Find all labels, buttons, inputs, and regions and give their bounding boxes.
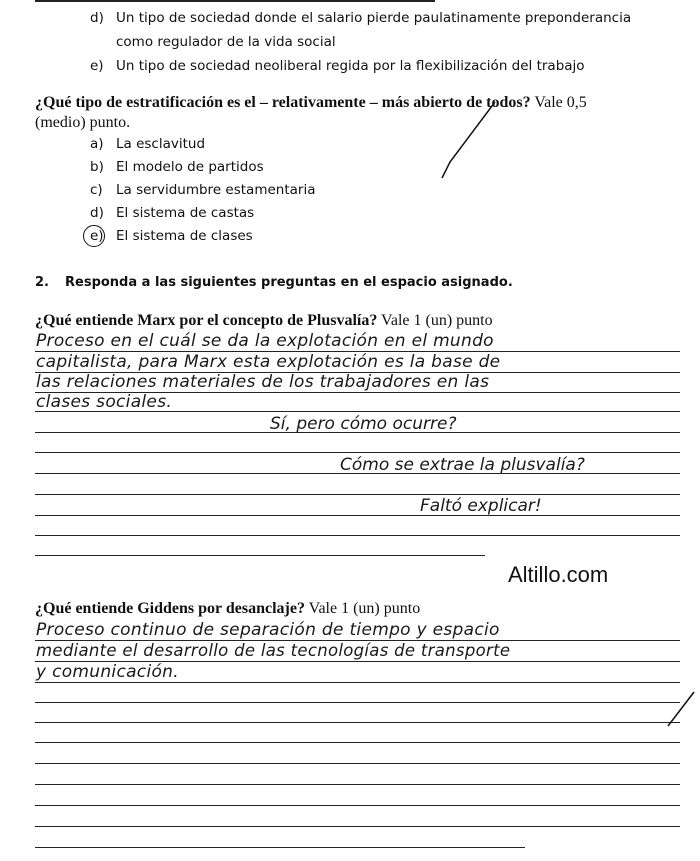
answer-line: [35, 682, 680, 683]
marx-value: Vale 1 (un) punto: [377, 312, 493, 329]
answer-line: [35, 805, 680, 806]
option-text: El sistema de castas: [116, 205, 255, 221]
answer-line: [35, 763, 680, 764]
option-letter: d): [90, 205, 104, 221]
answer-line: [35, 784, 680, 785]
marx-answer-line-4: clases sociales.: [36, 392, 173, 412]
giddens-answer-line-3: y comunicación.: [36, 662, 179, 682]
answer-line: [35, 826, 680, 827]
q2-value-line2: (medio) punto.: [35, 114, 131, 131]
q2-option-b: [90, 159, 264, 175]
check-mark-icon: [440, 100, 500, 180]
top-rule: [35, 0, 435, 2]
marx-question-text: ¿Qué entiende Marx por el concepto de Plusvalía?: [35, 312, 378, 329]
q2-option-c: [90, 182, 315, 198]
q2-question-text: ¿Qué tipo de estratificación es el – relativamente – más abierto de todos?: [35, 94, 531, 111]
selected-answer-circle: [83, 225, 105, 247]
answer-line: [35, 847, 525, 848]
q2-value: Vale 0,5: [530, 94, 587, 111]
answer-line: [35, 515, 680, 516]
answer-line: [35, 535, 680, 536]
answer-line: [35, 742, 680, 743]
giddens-answer-line-2: mediante el desarrollo de las tecnologías de transporte: [36, 641, 511, 660]
answer-line: [35, 555, 485, 556]
marx-answer-line-3: las relaciones materiales de los trabajadores en las: [36, 372, 490, 392]
grader-note-3: Faltó explicar!: [420, 496, 542, 516]
q1-option-d-continued: como regulador de la vida social: [116, 34, 336, 50]
watermark-text: Altillo.com: [508, 562, 609, 587]
grader-note-2: Cómo se extrae la plusvalía?: [340, 455, 585, 475]
q1-option-e: [90, 58, 585, 74]
q2-option-a: [90, 136, 205, 152]
check-mark-icon: [666, 690, 696, 730]
answer-line: [35, 452, 680, 453]
section-2-header: [35, 275, 513, 290]
option-letter: e): [90, 228, 104, 244]
marx-answer-line-2: capitalista, para Marx esta explotación es la base de: [36, 352, 501, 372]
option-text: El modelo de partidos: [116, 159, 264, 175]
option-letter: a): [90, 136, 104, 152]
option-letter: e): [90, 58, 104, 74]
giddens-question-text: ¿Qué entiende Giddens por desanclaje?: [35, 600, 305, 617]
option-letter: c): [90, 182, 103, 198]
option-text: El sistema de clases: [116, 228, 253, 244]
marx-question: [35, 312, 493, 330]
option-text: La esclavitud: [116, 136, 206, 152]
section-title: Responda a las siguientes preguntas en el espacio asignado.: [65, 275, 513, 290]
giddens-question: [35, 600, 420, 618]
option-text: Un tipo de sociedad donde el salario pierde paulatinamente preponderancia: [116, 10, 632, 26]
giddens-value: Vale 1 (un) punto: [304, 600, 421, 617]
q2-option-d: [90, 205, 254, 221]
option-letter: d): [90, 10, 104, 26]
option-letter: b): [90, 159, 104, 175]
q1-option-d: [90, 10, 631, 26]
q2-option-e: [90, 228, 253, 244]
section-number: 2.: [35, 275, 49, 290]
giddens-answer-line-1: Proceso continuo de separación de tiempo y espacio: [36, 620, 500, 640]
option-text: La servidumbre estamentaria: [116, 182, 316, 198]
answer-line: [35, 722, 680, 723]
answer-line: [35, 702, 680, 703]
answer-line: [35, 494, 680, 495]
q2-question: [35, 94, 587, 112]
grader-note-1: Sí, pero cómo ocurre?: [270, 414, 457, 434]
option-text: Un tipo de sociedad neoliberal regida por la flexibilización del trabajo: [116, 58, 585, 74]
marx-answer-line-1: Proceso en el cuál se da la explotación en el mundo: [36, 331, 494, 351]
